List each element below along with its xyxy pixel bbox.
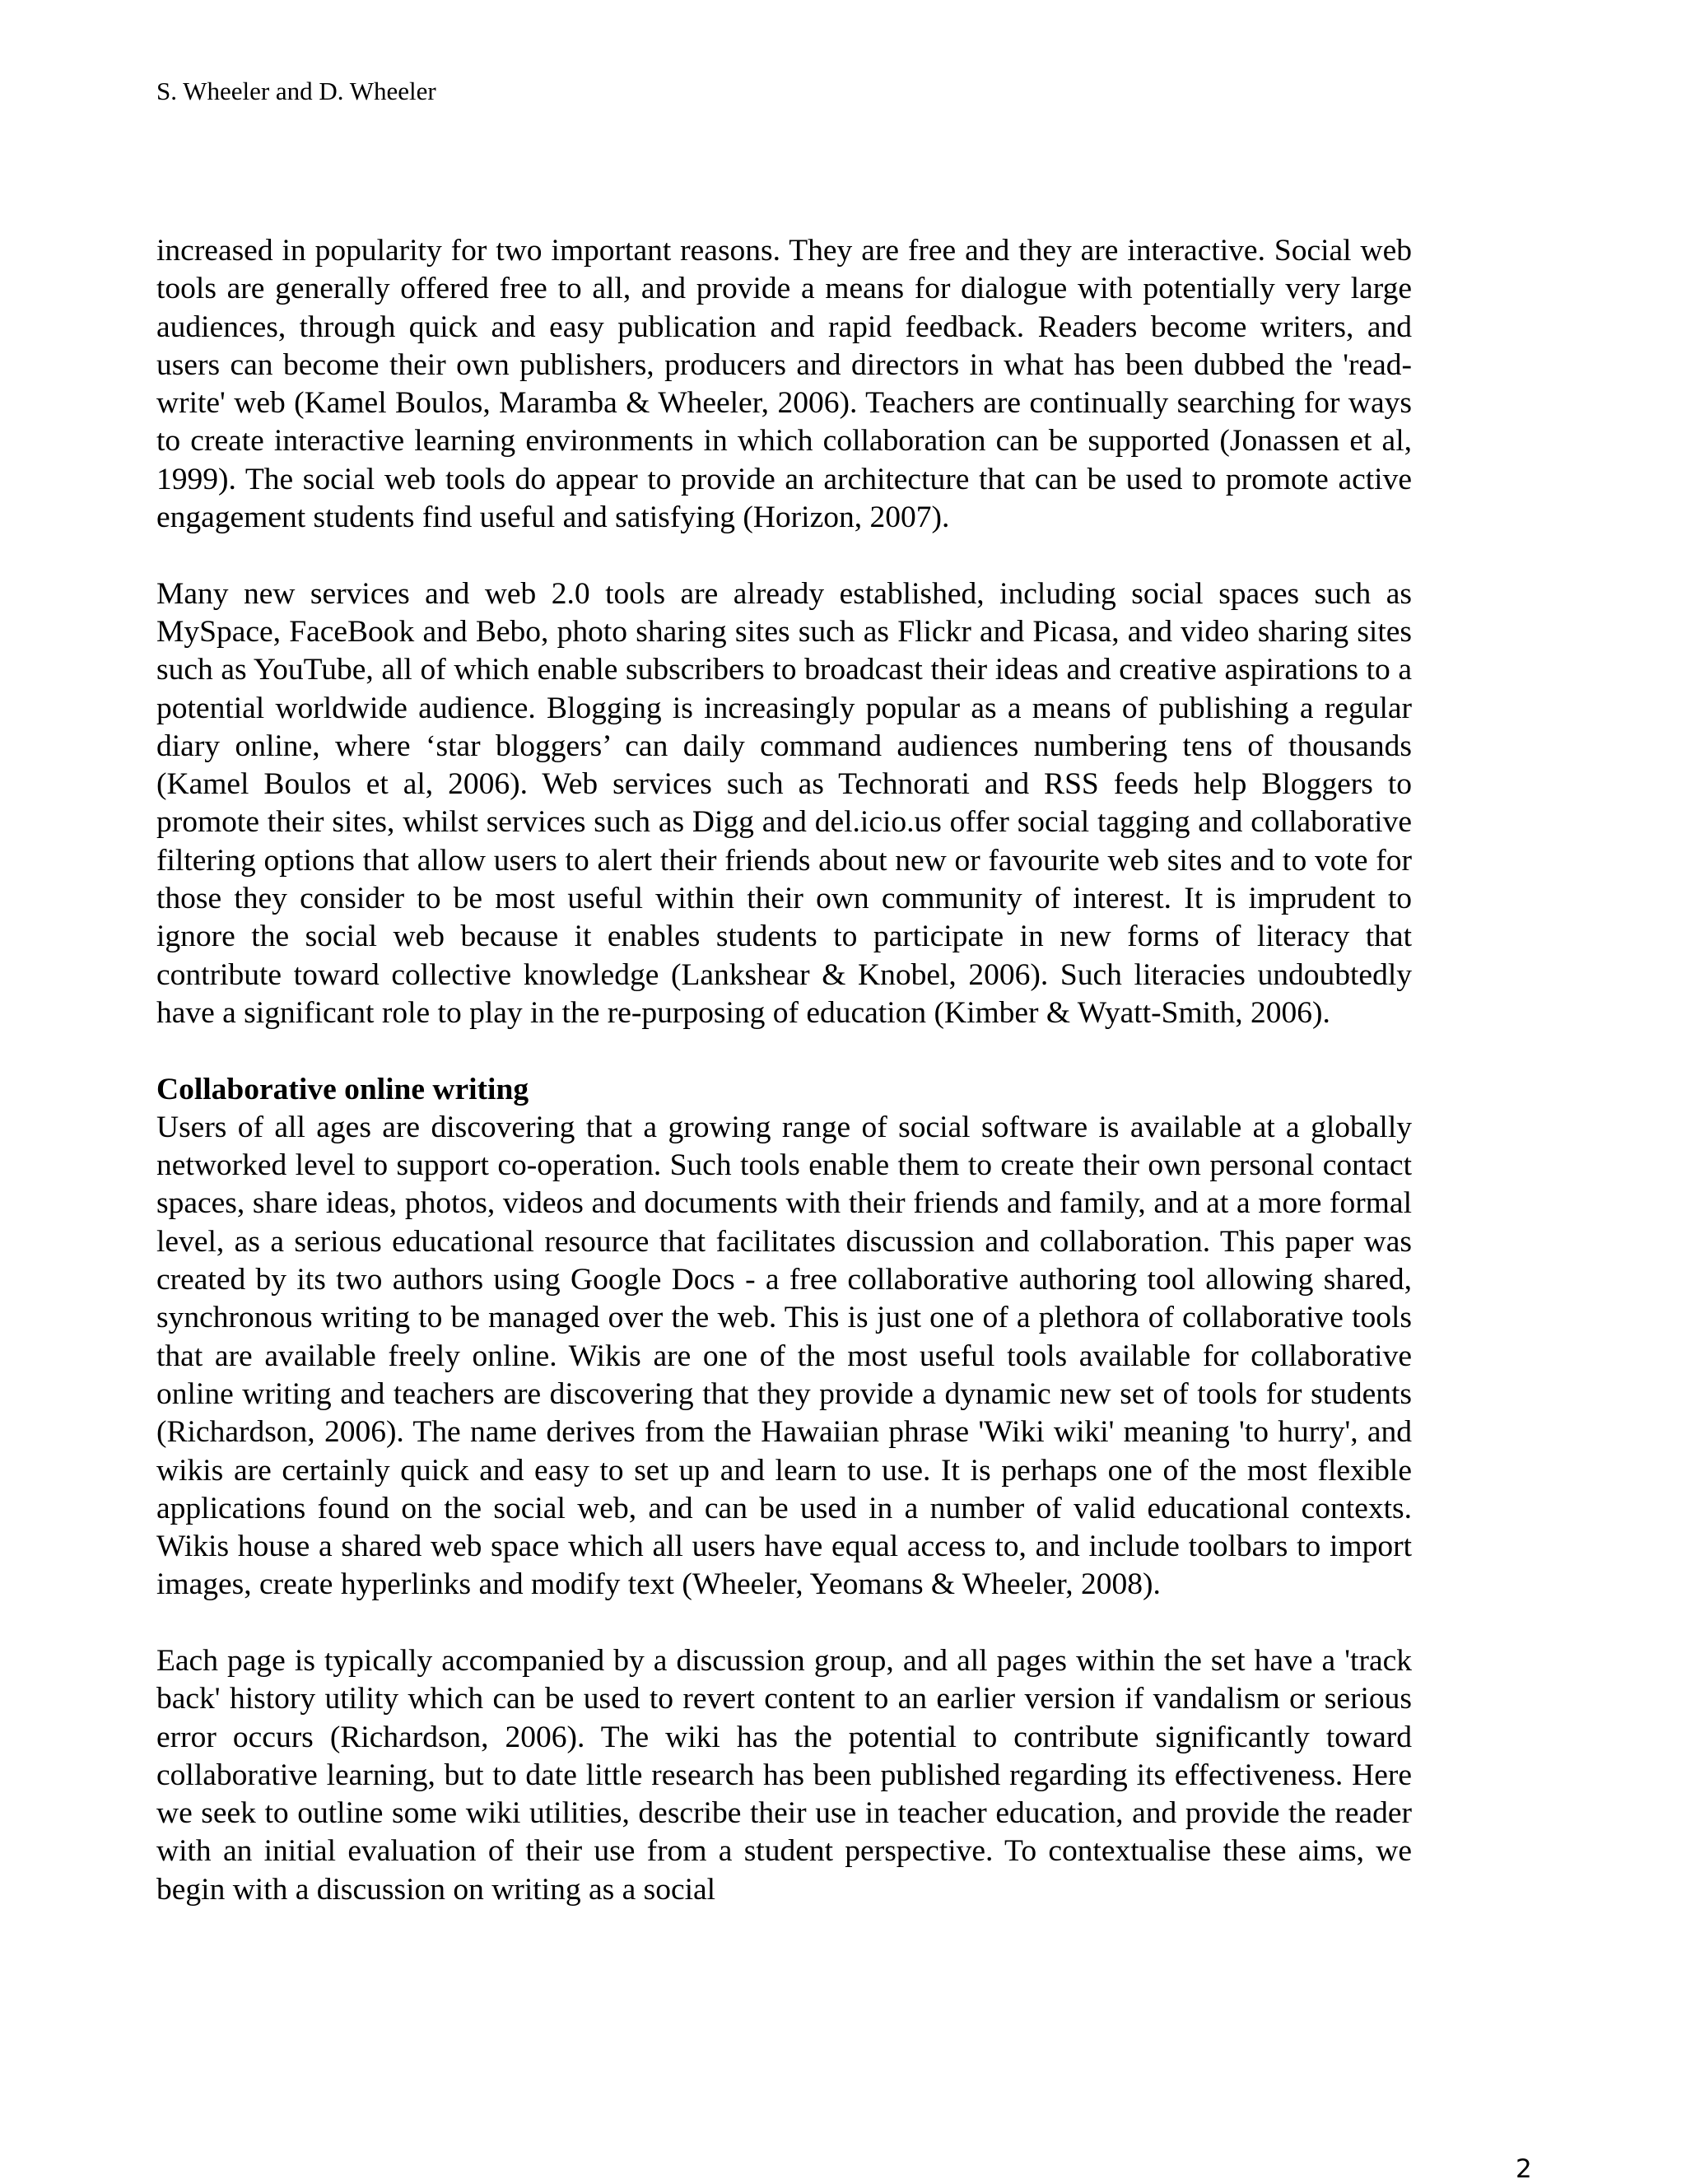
paragraph: Each page is typically accompanied by a discussion group, and all pages within the set have a 'track back' history utility which can be used to revert content to an earlier version if vandalism or serious error occurs (Richardson, 2006). The wiki has the potential to contribute significantly toward collaborative learning, but to date little research has been published regarding its effectiveness. Here we seek to outline some wiki utilities, describe their use in teacher education, and provide the reader with an initial evaluation of their use from a student perspective. To contextualise these aims, we begin with a discussion on writing as a social bbox=[156, 1643, 1412, 1907]
section-heading: Collaborative online writing bbox=[156, 1072, 529, 1106]
running-header: S. Wheeler and D. Wheeler bbox=[156, 77, 436, 105]
paragraph: increased in popularity for two important reasons. They are free and they are interactive. Social web tools are generally offered free to all, and provide a means for dialogue with potentially very large audiences, through quick and easy publication and rapid feedback. Readers become writers, and users can become their own publishers, producers and directors in what has been dubbed the 'read-write' web (Kamel Boulos, Maramba & Wheeler, 2006). Teachers are continually searching for ways to create interactive learning environments in which collaboration can be supported (Jonassen et al, 1999). The social web tools do appear to provide an architecture that can be used to promote active engagement students find useful and satisfying (Horizon, 2007). bbox=[156, 234, 1412, 535]
paragraph: Many new services and web 2.0 tools are already established, including social spaces such as MySpace, FaceBook and Bebo, photo sharing sites such as Flickr and Picasa, and video sharing sites such as YouTube, all of which enable subscribers to broadcast their ideas and creative aspirations to a potential worldwide audience. Blogging is increasingly popular as a means of publishing a regular diary online, where ‘star bloggers’ can daily command audiences numbering tens of thousands (Kamel Boulos et al, 2006). Web services such as Technorati and RSS feeds help Bloggers to promote their sites, whilst services such as Digg and del.icio.us offer social tagging and collaborative filtering options that allow users to alert their friends about new or favourite web sites and to vote for those they consider to be most useful within their own community of interest. It is imprudent to ignore the social web because it enables students to participate in new forms of literacy that contribute toward collective knowledge (Lankshear & Knobel, 2006). Such literacies undoubtedly have a significant role to play in the re-purposing of education (Kimber & Wyatt-Smith, 2006). bbox=[156, 576, 1412, 1030]
paragraph: Users of all ages are discovering that a growing range of social software is available at a globally networked level to support co-operation. Such tools enable them to create their own personal contact spaces, share ideas, photos, videos and documents with their friends and family, and at a more formal level, as a serious educational resource that facilitates discussion and collaboration. This paper was created by its two authors using Google Docs - a free collaborative authoring tool allowing shared, synchronous writing to be managed over the web. This is just one of a plethora of collaborative tools that are available freely online. Wikis are one of the most useful tools available for collaborative online writing and teachers are discovering that they provide a dynamic new set of tools for students (Richardson, 2006). The name derives from the Hawaiian phrase 'Wiki wiki' meaning 'to hurry', and wikis are certainly quick and easy to set up and learn to use. It is perhaps one of the most flexible applications found on the social web, and can be used in a number of valid educational contexts. Wikis house a shared web space which all users have equal access to, and include toolbars to import images, create hyperlinks and modify text (Wheeler, Yeomans & Wheeler, 2008). bbox=[156, 1110, 1412, 1602]
page-number: 2 bbox=[1516, 2154, 1532, 2184]
body-text bbox=[156, 232, 1412, 1909]
